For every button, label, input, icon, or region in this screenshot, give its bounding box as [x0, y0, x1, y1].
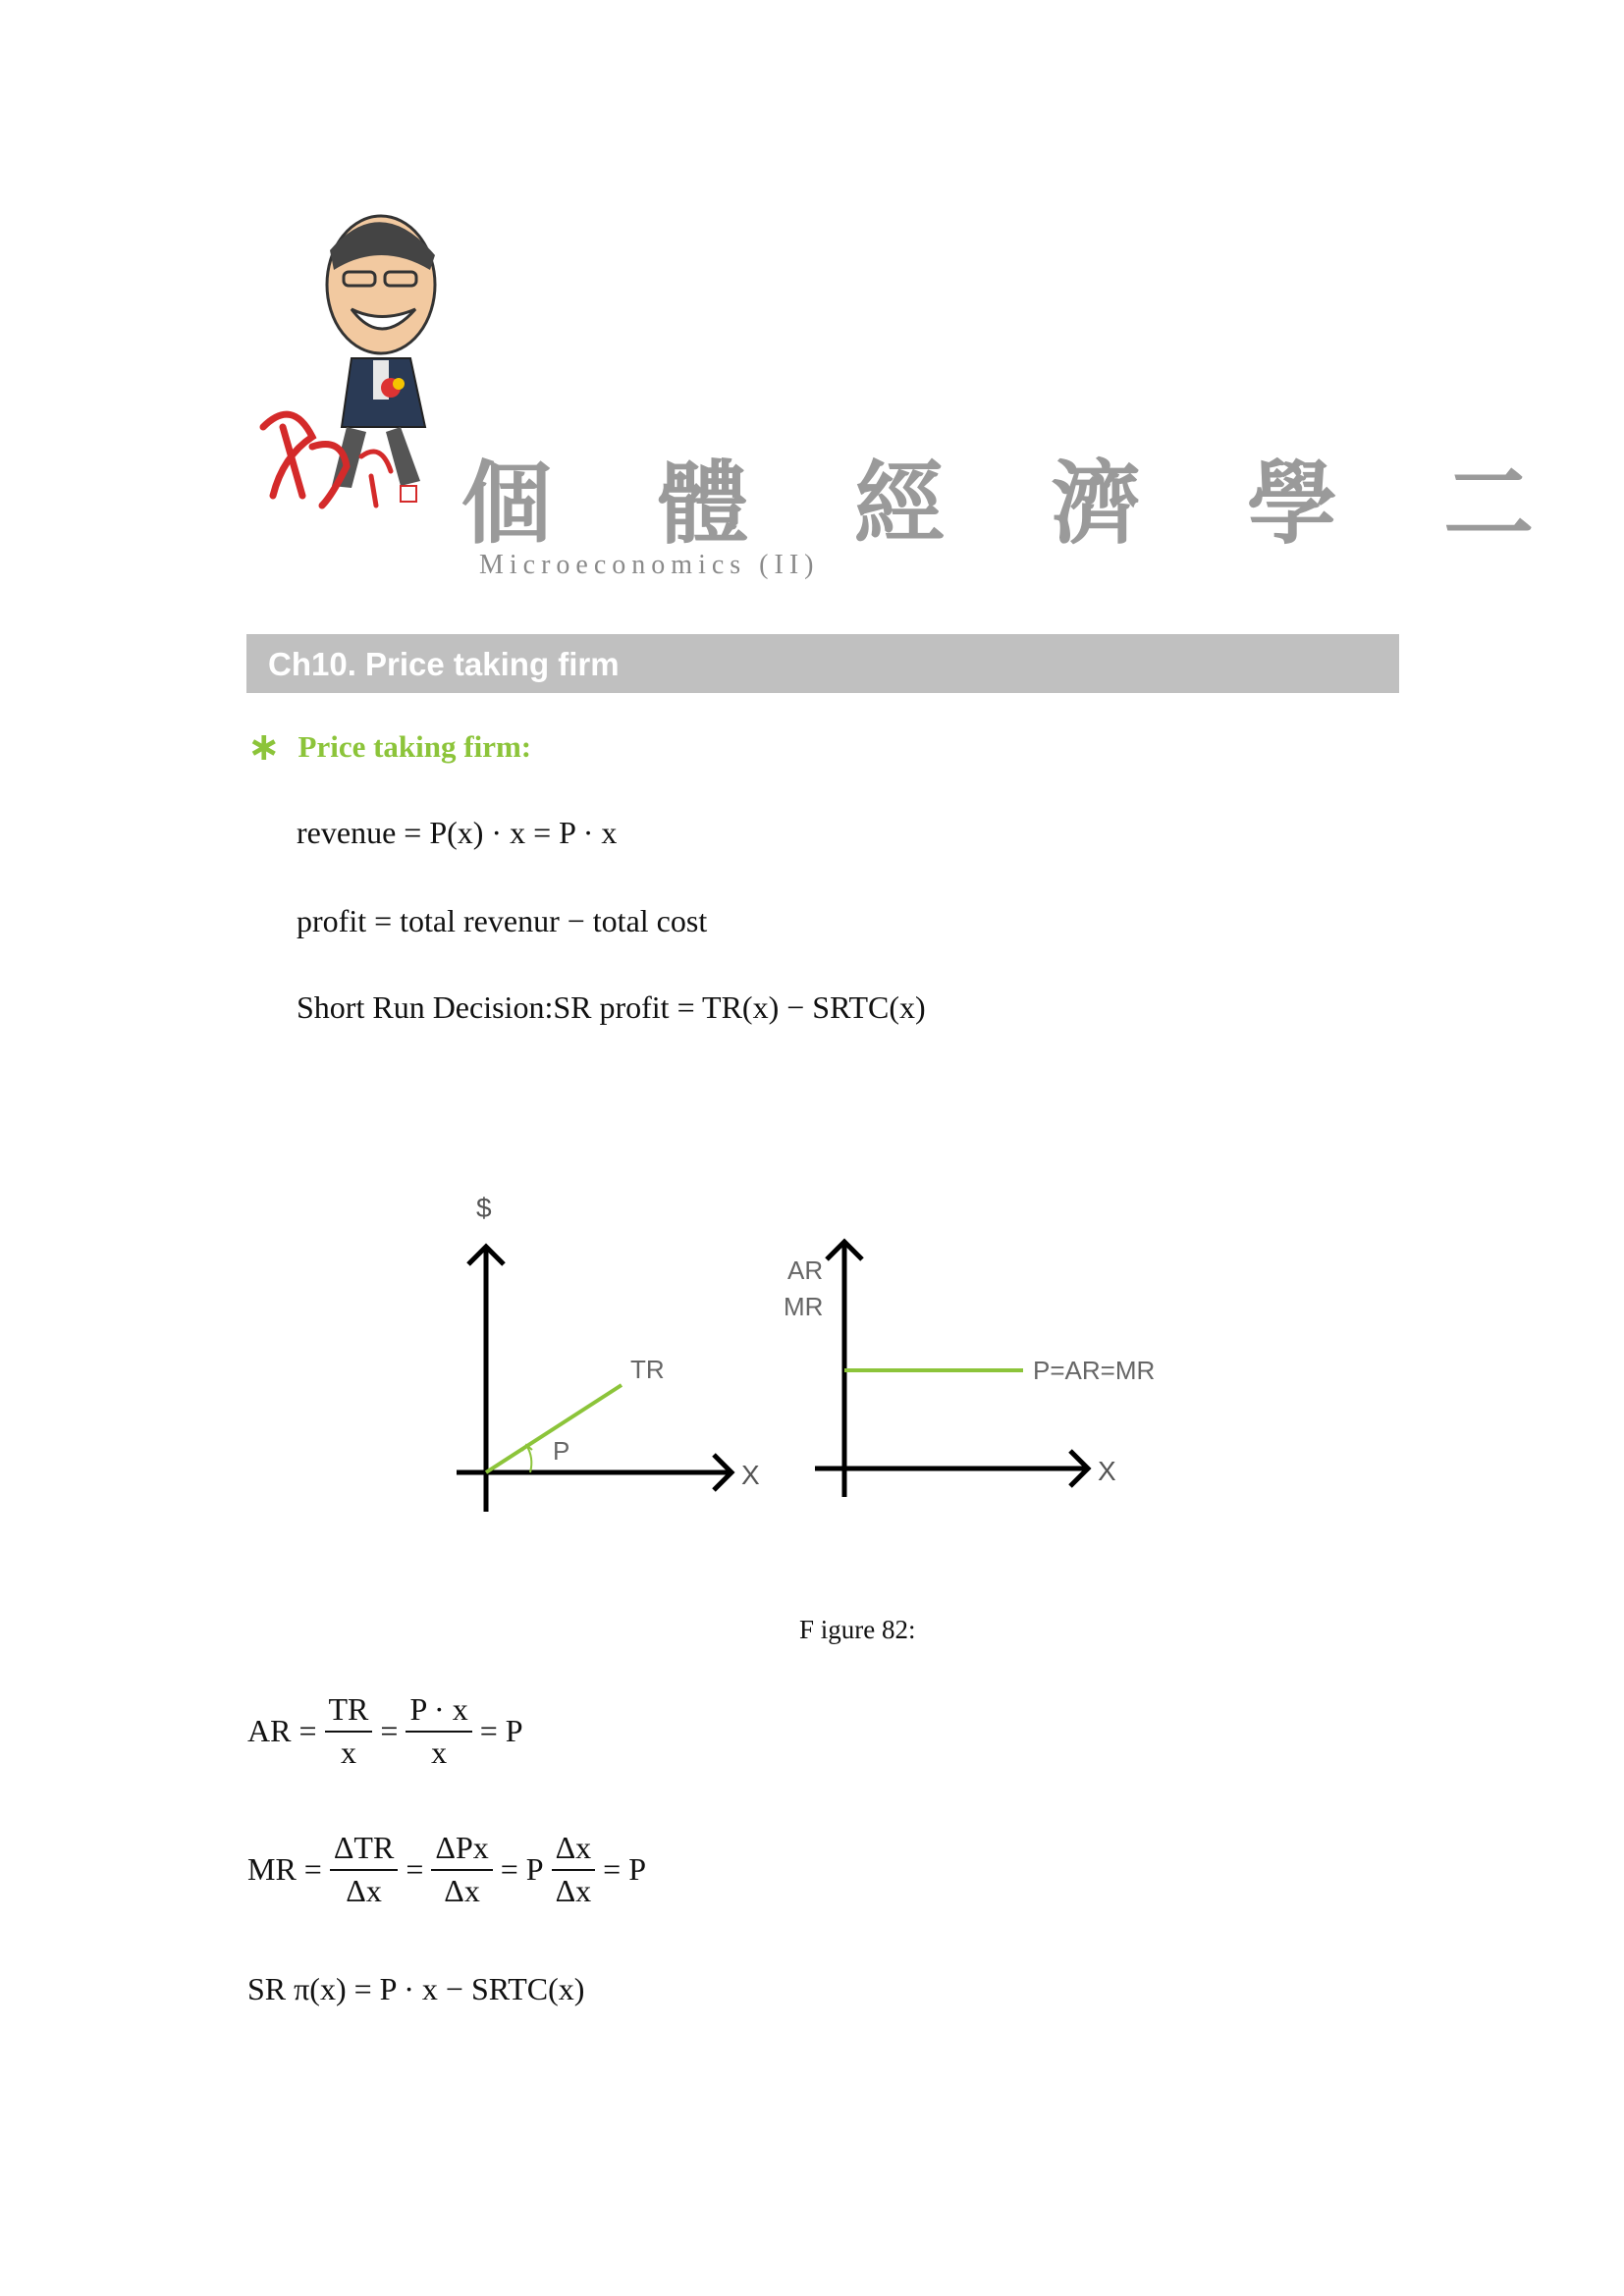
- figure-caption: F igure 82:: [799, 1615, 916, 1644]
- ar-rhs: = P: [479, 1713, 523, 1749]
- fraction-numerator: TR: [325, 1693, 373, 1733]
- mr-axis-label: MR: [784, 1292, 824, 1321]
- mr-fraction-3: [552, 1832, 596, 1907]
- equals-sign: =: [380, 1713, 399, 1749]
- mr-rhs: = P: [603, 1851, 646, 1888]
- mr-fraction-2: [431, 1832, 492, 1907]
- profit-equation: profit = total revenur − total cost: [297, 903, 708, 938]
- average-revenue-formula: [247, 1693, 523, 1769]
- ar-lhs: AR =: [247, 1713, 317, 1749]
- short-run-decision-equation: Short Run Decision:SR profit = TR(x) − SRTC(x): [297, 989, 926, 1025]
- fraction-denominator: x: [340, 1734, 356, 1770]
- revenue-equation: revenue = P(x) · x = P · x: [297, 815, 618, 850]
- fraction-numerator: ΔPx: [431, 1832, 492, 1871]
- fraction-denominator: Δx: [346, 1872, 382, 1908]
- marginal-revenue-formula: [247, 1832, 646, 1907]
- fraction-numerator: P · x: [406, 1693, 471, 1733]
- fraction-denominator: Δx: [444, 1872, 480, 1908]
- asterisk-bullet-icon: ∗: [247, 724, 281, 770]
- document-title-english: Microeconomics (II): [479, 550, 820, 580]
- section-heading: [247, 724, 531, 770]
- tr-graph-y-label: $: [476, 1193, 492, 1223]
- fraction-denominator: Δx: [555, 1872, 592, 1908]
- mr-middle-term: = P: [500, 1851, 544, 1888]
- chapter-banner: [246, 634, 1399, 693]
- author-caricature-logo: [253, 201, 450, 515]
- equals-sign: =: [406, 1851, 424, 1888]
- figure-82-diagram: [432, 1178, 1198, 1531]
- fraction-numerator: ΔTR: [330, 1832, 398, 1871]
- slope-p-label: P: [553, 1436, 570, 1466]
- ar-fraction-2: [406, 1693, 471, 1769]
- ar-axis-label: AR: [787, 1255, 824, 1285]
- chapter-title: Ch10. Price taking firm: [268, 646, 620, 682]
- mr-lhs: MR =: [247, 1851, 322, 1888]
- fraction-numerator: Δx: [552, 1832, 596, 1871]
- document-title-chinese: 個 體 經 濟 學 二: [461, 451, 1572, 557]
- ar-fraction-1: [325, 1693, 373, 1769]
- mr-fraction-1: [330, 1832, 398, 1907]
- tr-graph: [457, 1193, 760, 1512]
- fraction-denominator: x: [431, 1734, 448, 1770]
- price-line-label: P=AR=MR: [1033, 1356, 1156, 1385]
- ar-mr-graph-x-label: X: [1098, 1456, 1116, 1486]
- ar-mr-graph: [784, 1242, 1155, 1497]
- section-heading-label: Price taking firm:: [298, 729, 532, 764]
- tr-curve-label: TR: [630, 1355, 665, 1384]
- tr-graph-x-label: X: [741, 1460, 760, 1490]
- short-run-profit-formula: SR π(x) = P · x − SRTC(x): [247, 1971, 585, 2006]
